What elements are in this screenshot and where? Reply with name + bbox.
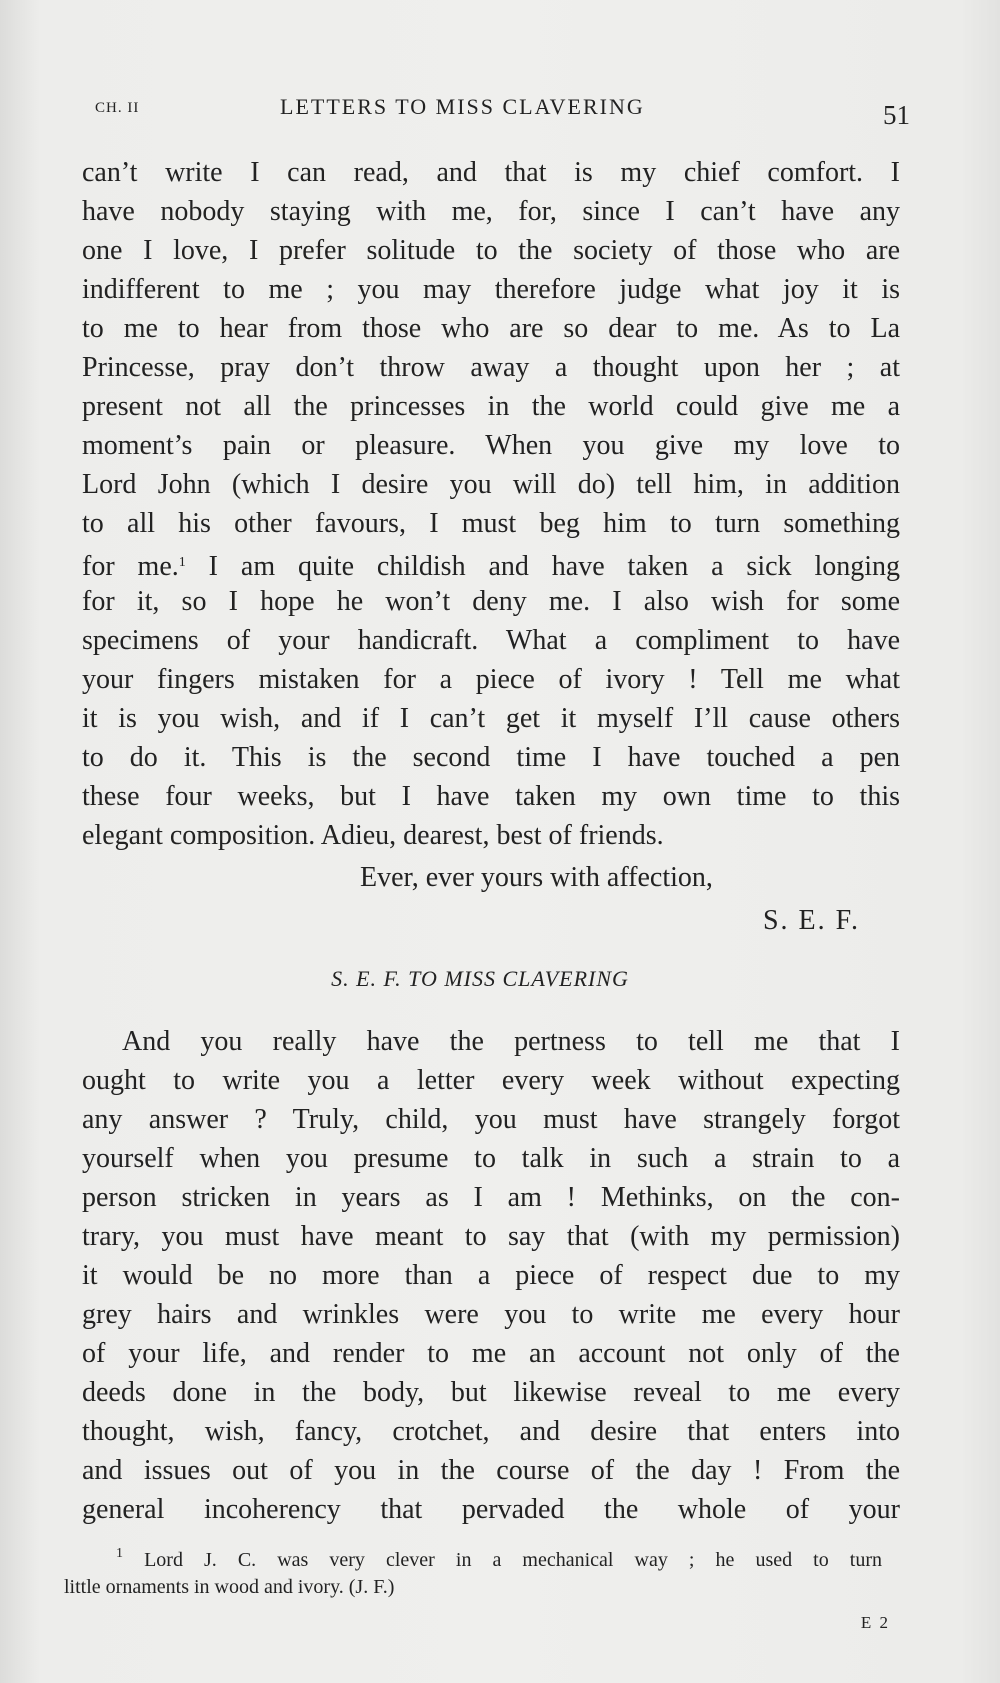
text-line: can’t write I can read, and that is my chief comfort. I	[82, 157, 900, 188]
text-line: to me to hear from those who are so dear to me. As to La	[82, 313, 900, 344]
text-line: yourself when you presume to talk in such a strain to a	[82, 1143, 900, 1174]
text-line: person stricken in years as I am ! Methinks, on the con-	[82, 1182, 900, 1213]
text-line: one I love, I prefer solitude to the society of those who are	[82, 235, 900, 266]
page-number: 51	[883, 100, 910, 130]
chapter-label: CH. II	[95, 100, 140, 116]
footnote-marker: 1	[116, 1546, 123, 1561]
text-line: grey hairs and wrinkles were you to write me every hour	[82, 1299, 900, 1330]
text-line: general incoherency that pervaded the whole of your	[82, 1494, 900, 1525]
text-line: these four weeks, but I have taken my own time to this	[82, 781, 900, 812]
text-line: and issues out of you in the course of the day ! From the	[82, 1455, 900, 1486]
footnote	[64, 1540, 882, 1601]
text-fragment: I am quite childish and have taken a sick longing	[185, 551, 901, 582]
text-line: Princesse, pray don’t throw away a thought upon her ; at	[82, 352, 900, 383]
text-line: trary, you must have meant to say that (with my permission)	[82, 1221, 900, 1252]
letter-closing: Ever, ever yours with affection,	[360, 862, 713, 893]
text-line: of your life, and render to me an account not only of the	[82, 1338, 900, 1369]
letter-two-body	[82, 1022, 900, 1529]
text-line-with-footnote	[82, 543, 900, 582]
text-fragment: for me.	[82, 551, 179, 582]
text-line: ought to write you a letter every week without expecting	[82, 1065, 900, 1096]
text-line: moment’s pain or pleasure. When you give my love to	[82, 430, 900, 461]
printer-signature-mark: E 2	[860, 1613, 890, 1632]
footnote-line	[64, 1540, 882, 1574]
footnote-text: Lord J. C. was very clever in a mechanical way ; he used to turn	[144, 1549, 882, 1571]
text-line: to do it. This is the second time I have touched a pen	[82, 742, 900, 773]
text-line: it is you wish, and if I can’t get it myself I’ll cause others	[82, 703, 900, 734]
running-head	[95, 92, 910, 132]
text-line: for it, so I hope he won’t deny me. I also wish for some	[82, 586, 900, 617]
text-line: it would be no more than a piece of respect due to my	[82, 1260, 900, 1291]
text-line: deeds done in the body, but likewise reveal to me every	[82, 1377, 900, 1408]
text-line: And you really have the pertness to tell me that I	[122, 1026, 900, 1057]
letter-one-body	[82, 153, 900, 855]
letter-signature: S. E. F.	[762, 905, 860, 936]
text-line: present not all the princesses in the world could give me a	[82, 391, 900, 422]
text-line: thought, wish, fancy, crotchet, and desire that enters into	[82, 1416, 900, 1447]
running-title: LETTERS TO MISS CLAVERING	[280, 94, 645, 119]
text-line: indifferent to me ; you may therefore judge what joy it is	[82, 274, 900, 305]
text-line: your fingers mistaken for a piece of ivory ! Tell me what	[82, 664, 900, 695]
footnote-reference[interactable]: 1	[178, 555, 186, 570]
section-heading: S. E. F. TO MISS CLAVERING	[331, 966, 629, 991]
text-line: Lord John (which I desire you will do) tell him, in addition	[82, 469, 900, 500]
text-line: specimens of your handicraft. What a compliment to have	[82, 625, 900, 656]
text-line: elegant composition. Adieu, dearest, best of friends.	[82, 820, 664, 851]
text-line: to all his other favours, I must beg him to turn something	[82, 508, 900, 539]
text-line: any answer ? Truly, child, you must have strangely forgot	[82, 1104, 900, 1135]
text-line: have nobody staying with me, for, since I can’t have any	[82, 196, 900, 227]
footnote-line: little ornaments in wood and ivory. (J. F.)	[64, 1576, 395, 1598]
